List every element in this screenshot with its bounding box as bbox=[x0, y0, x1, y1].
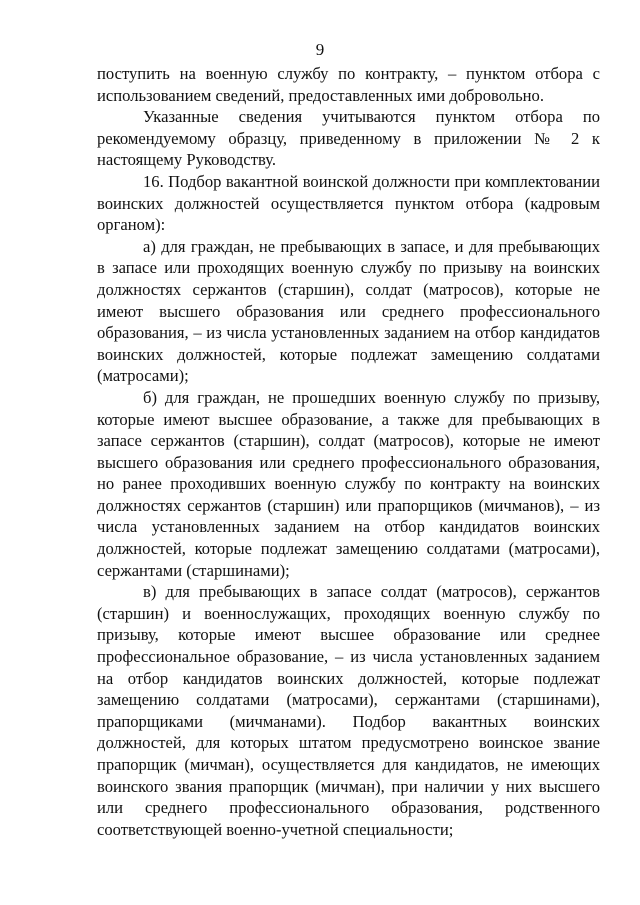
paragraph-subitem-a: а) для граждан, не пребывающих в запасе, и для пребывающих в запасе или проходящих военную службу по призыву на воинских должностях сержантов (старшин), солдат (матросов), которые не имеют высшего образования или среднего профессионального образования, – из числа установленных заданием на отбор кандидатов воинских должностей, которые подлежат замещению солдатами (матросами); bbox=[97, 236, 600, 386]
document-body bbox=[97, 63, 600, 840]
paragraph-item-16: 16. Подбор вакантной воинской должности при комплектовании воинских должностей осуществляется пунктом отбора (кадровым органом): bbox=[97, 171, 600, 235]
paragraph-continuation: поступить на военную службу по контракту, – пунктом отбора с использованием сведений, предоставленных ими добровольно. bbox=[97, 64, 600, 105]
paragraph-subitem-v: в) для пребывающих в запасе солдат (матросов), сержантов (старшин) и военнослужащих, проходящих военную службу по призыву, которые имеют высшее образование или среднее профессиональное образование, – из числа установленных заданием на отбор кандидатов воинских должностей, которые подлежат замещению солдатами (матросами), сержантами (старшинами), прапорщиками (мичманами). Подбор вакантных воинских должностей, для которых штатом предусмотрено воинское звание прапорщик (мичман), осуществляется для кандидатов, не имеющих воинского звания прапорщик (мичман), при наличии у них высшего или среднего профессионального образования, родственного соответствующей военно-учетной специальности; bbox=[97, 582, 600, 839]
paragraph-subitem-b: б) для граждан, не прошедших военную службу по призыву, которые имеют высшее образование, а также для пребывающих в запасе сержантов (старшин), солдат (матросов), которые не имеют высшего образования или среднего профессионального образования, но ранее проходивших военную службу по контракту на воинских должностях сержантов (старшин) или прапорщиков (мичманов), – из числа установленных заданием на отбор кандидатов воинских должностей, которые подлежат замещению солдатами (матросами), сержантами (старшинами); bbox=[97, 387, 600, 580]
page-number: 9 bbox=[315, 40, 325, 59]
paragraph-info-usage: Указанные сведения учитываются пунктом отбора по рекомендуемому образцу, приведенному в приложении № 2 к настоящему Руководству. bbox=[97, 107, 600, 170]
